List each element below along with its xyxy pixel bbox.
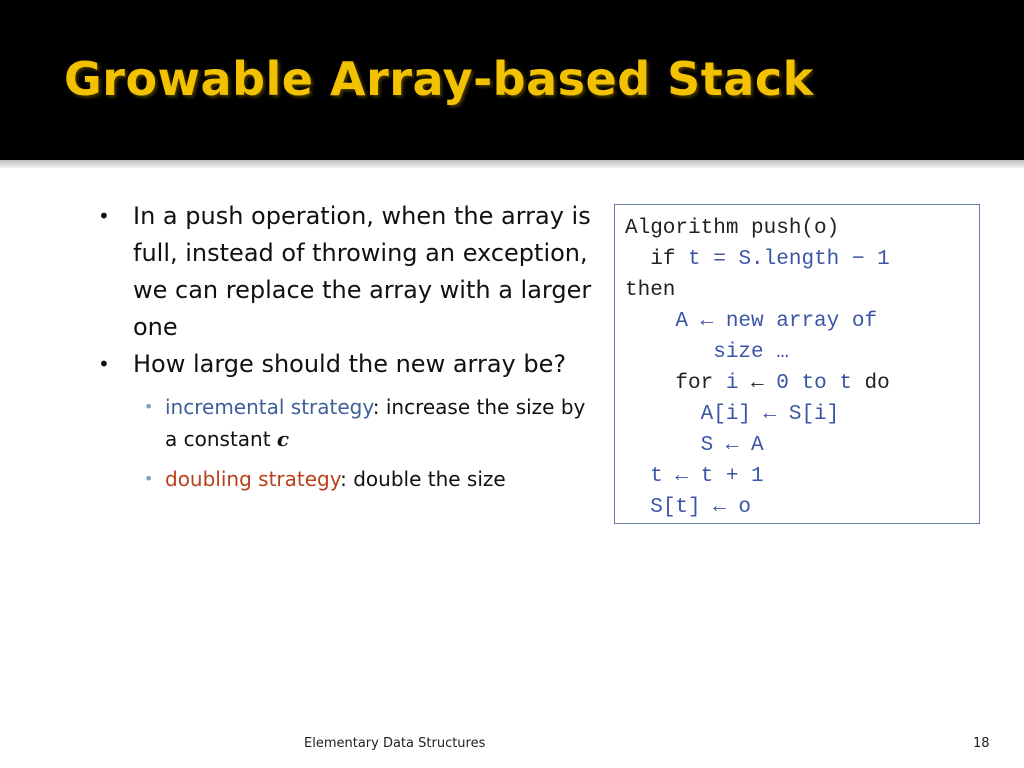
slide-footer xyxy=(0,736,1024,756)
code-expression: A ← new array of xyxy=(675,310,878,333)
bullet-text: In a push operation, when the array is full, instead of throwing an exception, we can replace the array with a larger one xyxy=(133,202,592,341)
sub-bullet-text: : increase the size by a constant xyxy=(165,395,586,451)
code-variable: i xyxy=(725,372,739,395)
page-number: 18 xyxy=(973,736,990,751)
bullet-list xyxy=(96,198,596,495)
code-line xyxy=(625,213,969,244)
code-line xyxy=(625,430,969,461)
pseudocode-box xyxy=(614,204,980,524)
bullet-text: How large should the new array be? xyxy=(133,350,567,378)
title-band xyxy=(0,0,1024,160)
code-line xyxy=(625,461,969,492)
code-keyword: do xyxy=(864,372,890,395)
constant-c: c xyxy=(276,427,290,451)
sub-bullet-marker: • xyxy=(144,397,154,416)
doubling-strategy-term: doubling strategy xyxy=(165,467,341,491)
bullet-marker: • xyxy=(98,204,110,228)
code-line xyxy=(625,244,969,275)
sub-bullet-text: : double the size xyxy=(340,467,506,491)
code-expression: t ← t + 1 xyxy=(650,465,764,488)
code-text: Algorithm push(o) xyxy=(625,217,840,240)
sub-bullet-item xyxy=(144,391,596,455)
code-expression: size … xyxy=(713,341,789,364)
code-keyword: to xyxy=(801,372,827,395)
code-expression: S[t] ← o xyxy=(650,496,752,519)
code-line xyxy=(625,337,969,368)
code-arrow: ← xyxy=(751,372,764,395)
sub-bullet-item xyxy=(144,463,596,495)
bullet-item xyxy=(96,346,596,383)
code-keyword: if xyxy=(650,248,676,271)
code-expression: t = S.length − 1 xyxy=(688,248,890,271)
code-keyword: for xyxy=(675,372,714,395)
sub-bullet-marker: • xyxy=(144,469,154,488)
code-line xyxy=(625,275,969,306)
code-expression: S ← A xyxy=(700,434,764,457)
footer-text: Elementary Data Structures xyxy=(304,736,486,751)
code-keyword: then xyxy=(625,279,676,302)
code-line xyxy=(625,306,969,337)
bullet-item xyxy=(96,198,596,346)
slide-title: Growable Array-based Stack xyxy=(64,52,814,106)
code-variable: 0 xyxy=(776,372,789,395)
code-line xyxy=(625,399,969,430)
code-line xyxy=(625,492,969,523)
code-variable: t xyxy=(839,372,852,395)
code-expression: A[i] ← S[i] xyxy=(700,403,840,426)
bullet-marker: • xyxy=(98,352,110,376)
code-line xyxy=(625,368,969,399)
incremental-strategy-term: incremental strategy xyxy=(165,395,373,419)
